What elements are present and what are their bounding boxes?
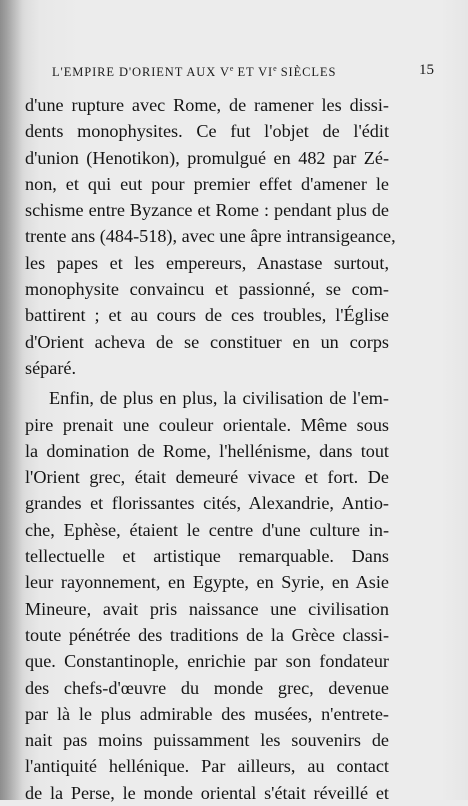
text-line: Enfin, de plus en plus, la civilisation de l'em- xyxy=(49,388,389,409)
running-title-part: ET VI xyxy=(233,65,274,80)
text-line: tellectuelle et artistique remarquable. Dans xyxy=(25,546,389,567)
running-title-superscript: e xyxy=(229,64,234,73)
text-line: dents monophysites. Ce fut l'objet de l'édit xyxy=(25,121,389,142)
text-line: toute pénétrée des traditions de la Grèce classi- xyxy=(25,624,389,645)
text-line: Mineure, avait pris naissance une civilisation xyxy=(25,598,389,619)
text-line: schisme entre Byzance et Rome : pendant plus de xyxy=(25,200,389,221)
text-line: d'union (Henotikon), promulgué en 482 par Zé- xyxy=(25,147,389,168)
running-title-part: L'EMPIRE D'ORIENT AUX V xyxy=(52,65,230,80)
text-line: les papes et les empereurs, Anastase surtout, xyxy=(25,252,389,273)
text-line: leur rayonnement, en Egypte, en Syrie, en Asie xyxy=(25,572,389,593)
text-line: des chefs-d'œuvre du monde grec, devenue xyxy=(25,677,389,698)
text-line: par là le plus admirable des musées, n'entrete- xyxy=(25,703,389,724)
text-line: l'Orient grec, était demeuré vivace et fort. De xyxy=(25,467,389,488)
text-line: nait pas moins puissamment les souvenirs de xyxy=(25,730,389,751)
text-line: pire prenait une couleur orientale. Même sous xyxy=(25,414,389,435)
text-line: monophysite convaincu et passionné, se com- xyxy=(25,279,389,300)
running-head xyxy=(34,64,434,84)
body-text xyxy=(25,92,396,806)
running-title-superscript: e xyxy=(273,64,277,73)
running-title xyxy=(52,64,336,80)
text-line: che, Ephèse, étaient le centre d'une culture in- xyxy=(25,519,389,540)
text-line: non, et qui eut pour premier effet d'amener le xyxy=(25,173,389,194)
text-line: d'une rupture avec Rome, de ramener les dissi- xyxy=(25,95,389,115)
page-number: 15 xyxy=(419,62,434,78)
text-line: la domination de Rome, l'hellénisme, dans tout xyxy=(25,440,389,461)
text-line: battirent ; et au cours de ces troubles, l'Église xyxy=(25,305,389,326)
text-line: d'Orient acheva de se constituer en un corps xyxy=(25,331,389,352)
text-line: de la Perse, le monde oriental s'était réveillé et xyxy=(25,782,389,803)
running-title-part: SIÈCLES xyxy=(276,65,337,80)
text-line: séparé. xyxy=(25,357,76,378)
paragraph xyxy=(25,385,389,806)
text-line: l'antiquité hellénique. Par ailleurs, au contact xyxy=(25,756,389,777)
text-line: trente ans (484-518), avec une âpre intransigeance, xyxy=(25,226,396,247)
text-line: que. Constantinople, enrichie par son fondateur xyxy=(25,651,389,672)
binding-gutter-shadow xyxy=(0,0,22,800)
text-line: grandes et florissantes cités, Alexandrie, Antio- xyxy=(25,493,389,514)
paragraph xyxy=(25,92,396,381)
